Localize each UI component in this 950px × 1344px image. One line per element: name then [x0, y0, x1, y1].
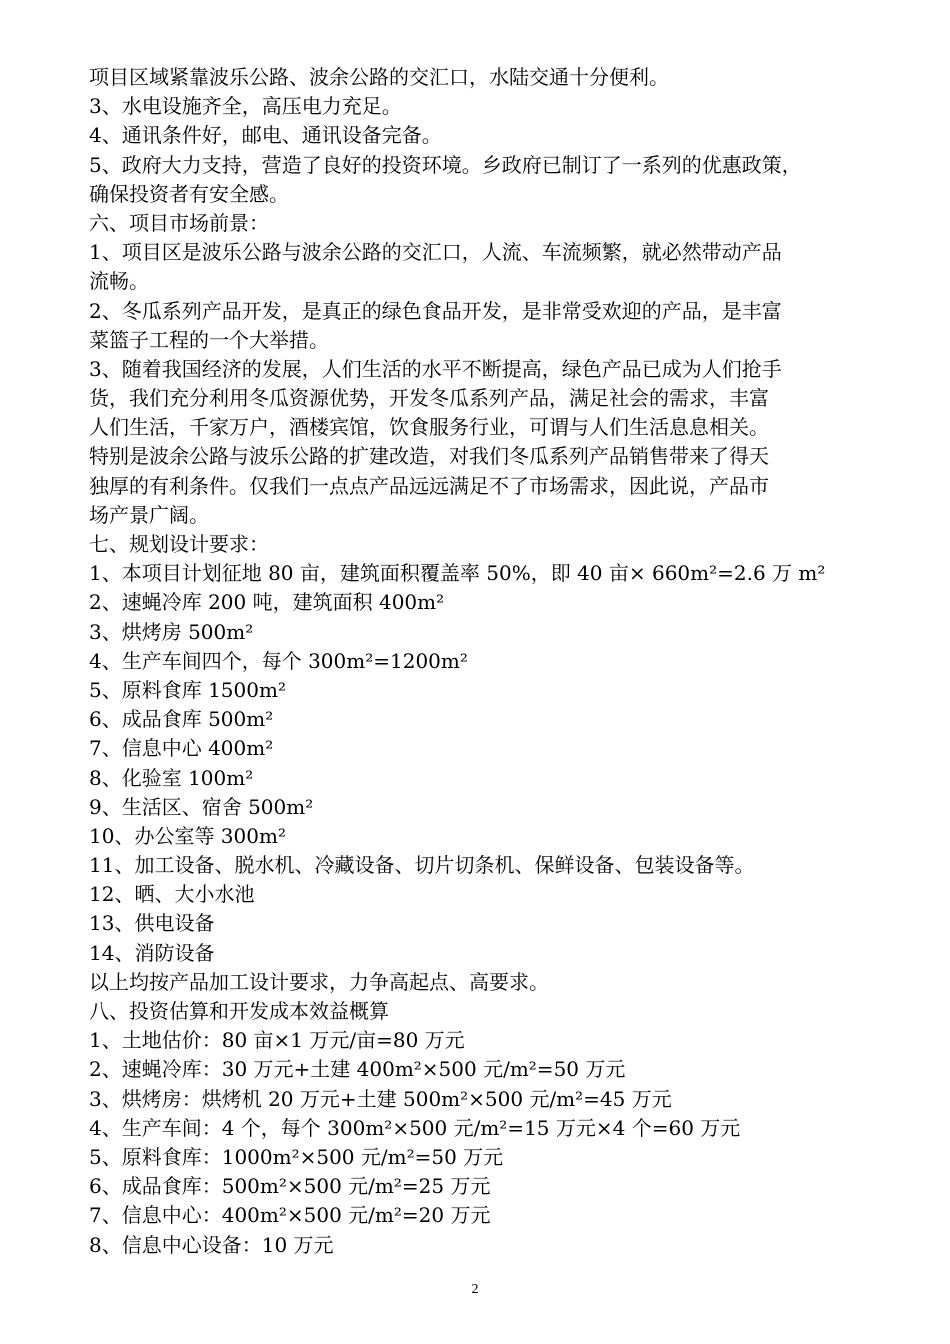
text-line: 3、随着我国经济的发展，人们生活的水平不断提高，绿色产品已成为人们抢手 — [89, 356, 782, 381]
text-line: 9、生活区、宿舍 500m² — [89, 794, 314, 819]
text-line: 3、烘烤房：烘烤机 20 万元+土建 500m²×500 元/m²=45 万元 — [89, 1086, 672, 1111]
text-line: 特别是波余公路与波乐公路的扩建改造，对我们冬瓜系列产品销售带来了得天 — [89, 444, 769, 469]
text-line: 8、化验室 100m² — [89, 765, 254, 790]
text-line: 1、土地估价：80 亩×1 万元/亩=80 万元 — [89, 1028, 465, 1053]
text-line: 10、办公室等 300m² — [89, 823, 286, 848]
text-line: 6、成品食库 500m² — [89, 707, 274, 732]
text-line: 1、本项目计划征地 80 亩，建筑面积覆盖率 50%，即 40 亩× 660m²=2.6 万 m² — [89, 561, 826, 586]
text-line: 3、水电设施齐全，高压电力充足。 — [89, 94, 402, 119]
text-line: 以上均按产品加工设计要求，力争高起点、高要求。 — [89, 969, 549, 994]
page-number: 2 — [471, 1282, 479, 1297]
text-line: 6、成品食库：500m²×500 元/m²=25 万元 — [89, 1174, 491, 1199]
text-line: 12、晒、大小水池 — [89, 882, 255, 907]
text-line: 七、规划设计要求： — [89, 532, 269, 556]
text-line: 14、消防设备 — [89, 940, 215, 965]
text-line: 菜篮子工程的一个大举措。 — [89, 327, 329, 352]
text-line: 3、烘烤房 500m² — [89, 619, 254, 644]
text-line: 11、加工设备、脱水机、冷藏设备、切片切条机、保鲜设备、包装设备等。 — [89, 853, 755, 878]
text-line: 独厚的有利条件。仅我们一点点产品远远满足不了市场需求，因此说，产品市 — [89, 473, 769, 498]
text-line: 项目区域紧靠波乐公路、波余公路的交汇口，水陆交通十分便利。 — [89, 65, 669, 89]
text-line: 13、供电设备 — [89, 911, 215, 936]
text-line: 2、速蝇冷库 200 吨，建筑面积 400m² — [89, 590, 445, 615]
text-line: 八、投资估算和开发成本效益概算 — [89, 999, 389, 1023]
text-line: 4、通讯条件好，邮电、通讯设备完备。 — [89, 123, 442, 148]
text-line: 8、信息中心设备：10 万元 — [89, 1232, 334, 1257]
text-line: 4、生产车间：4 个，每个 300m²×500 元/m²=15 万元×4 个=60 万元 — [89, 1115, 741, 1140]
text-line: 流畅。 — [89, 269, 149, 294]
text-line: 货，我们充分利用冬瓜资源优势，开发冬瓜系列产品，满足社会的需求，丰富 — [89, 386, 769, 411]
text-line: 4、生产车间四个，每个 300m²=1200m² — [89, 648, 468, 673]
text-line: 5、原料食库：1000m²×500 元/m²=50 万元 — [89, 1144, 504, 1169]
text-line: 场产景广阔。 — [89, 502, 209, 527]
document-body — [89, 63, 869, 1260]
text-line: 7、信息中心：400m²×500 元/m²=20 万元 — [89, 1203, 491, 1228]
text-line: 六、项目市场前景： — [89, 210, 269, 235]
text-line: 5、政府大力支持，营造了良好的投资环境。乡政府已制订了一系列的优惠政策， — [89, 152, 802, 177]
text-line: 7、信息中心 400m² — [89, 736, 274, 761]
text-line: 2、速蝇冷库：30 万元+土建 400m²×500 元/m²=50 万元 — [89, 1057, 626, 1082]
text-line: 人们生活，千家万户，酒楼宾馆，饮食服务行业，可谓与人们生活息息相关。 — [89, 415, 769, 440]
text-line: 确保投资者有安全感。 — [89, 181, 289, 206]
text-line: 2、冬瓜系列产品开发，是真正的绿色食品开发，是非常受欢迎的产品，是丰富 — [89, 298, 782, 323]
text-line: 5、原料食库 1500m² — [89, 677, 286, 702]
text-line: 1、项目区是波乐公路与波余公路的交汇口，人流、车流频繁，就必然带动产品 — [89, 240, 782, 265]
